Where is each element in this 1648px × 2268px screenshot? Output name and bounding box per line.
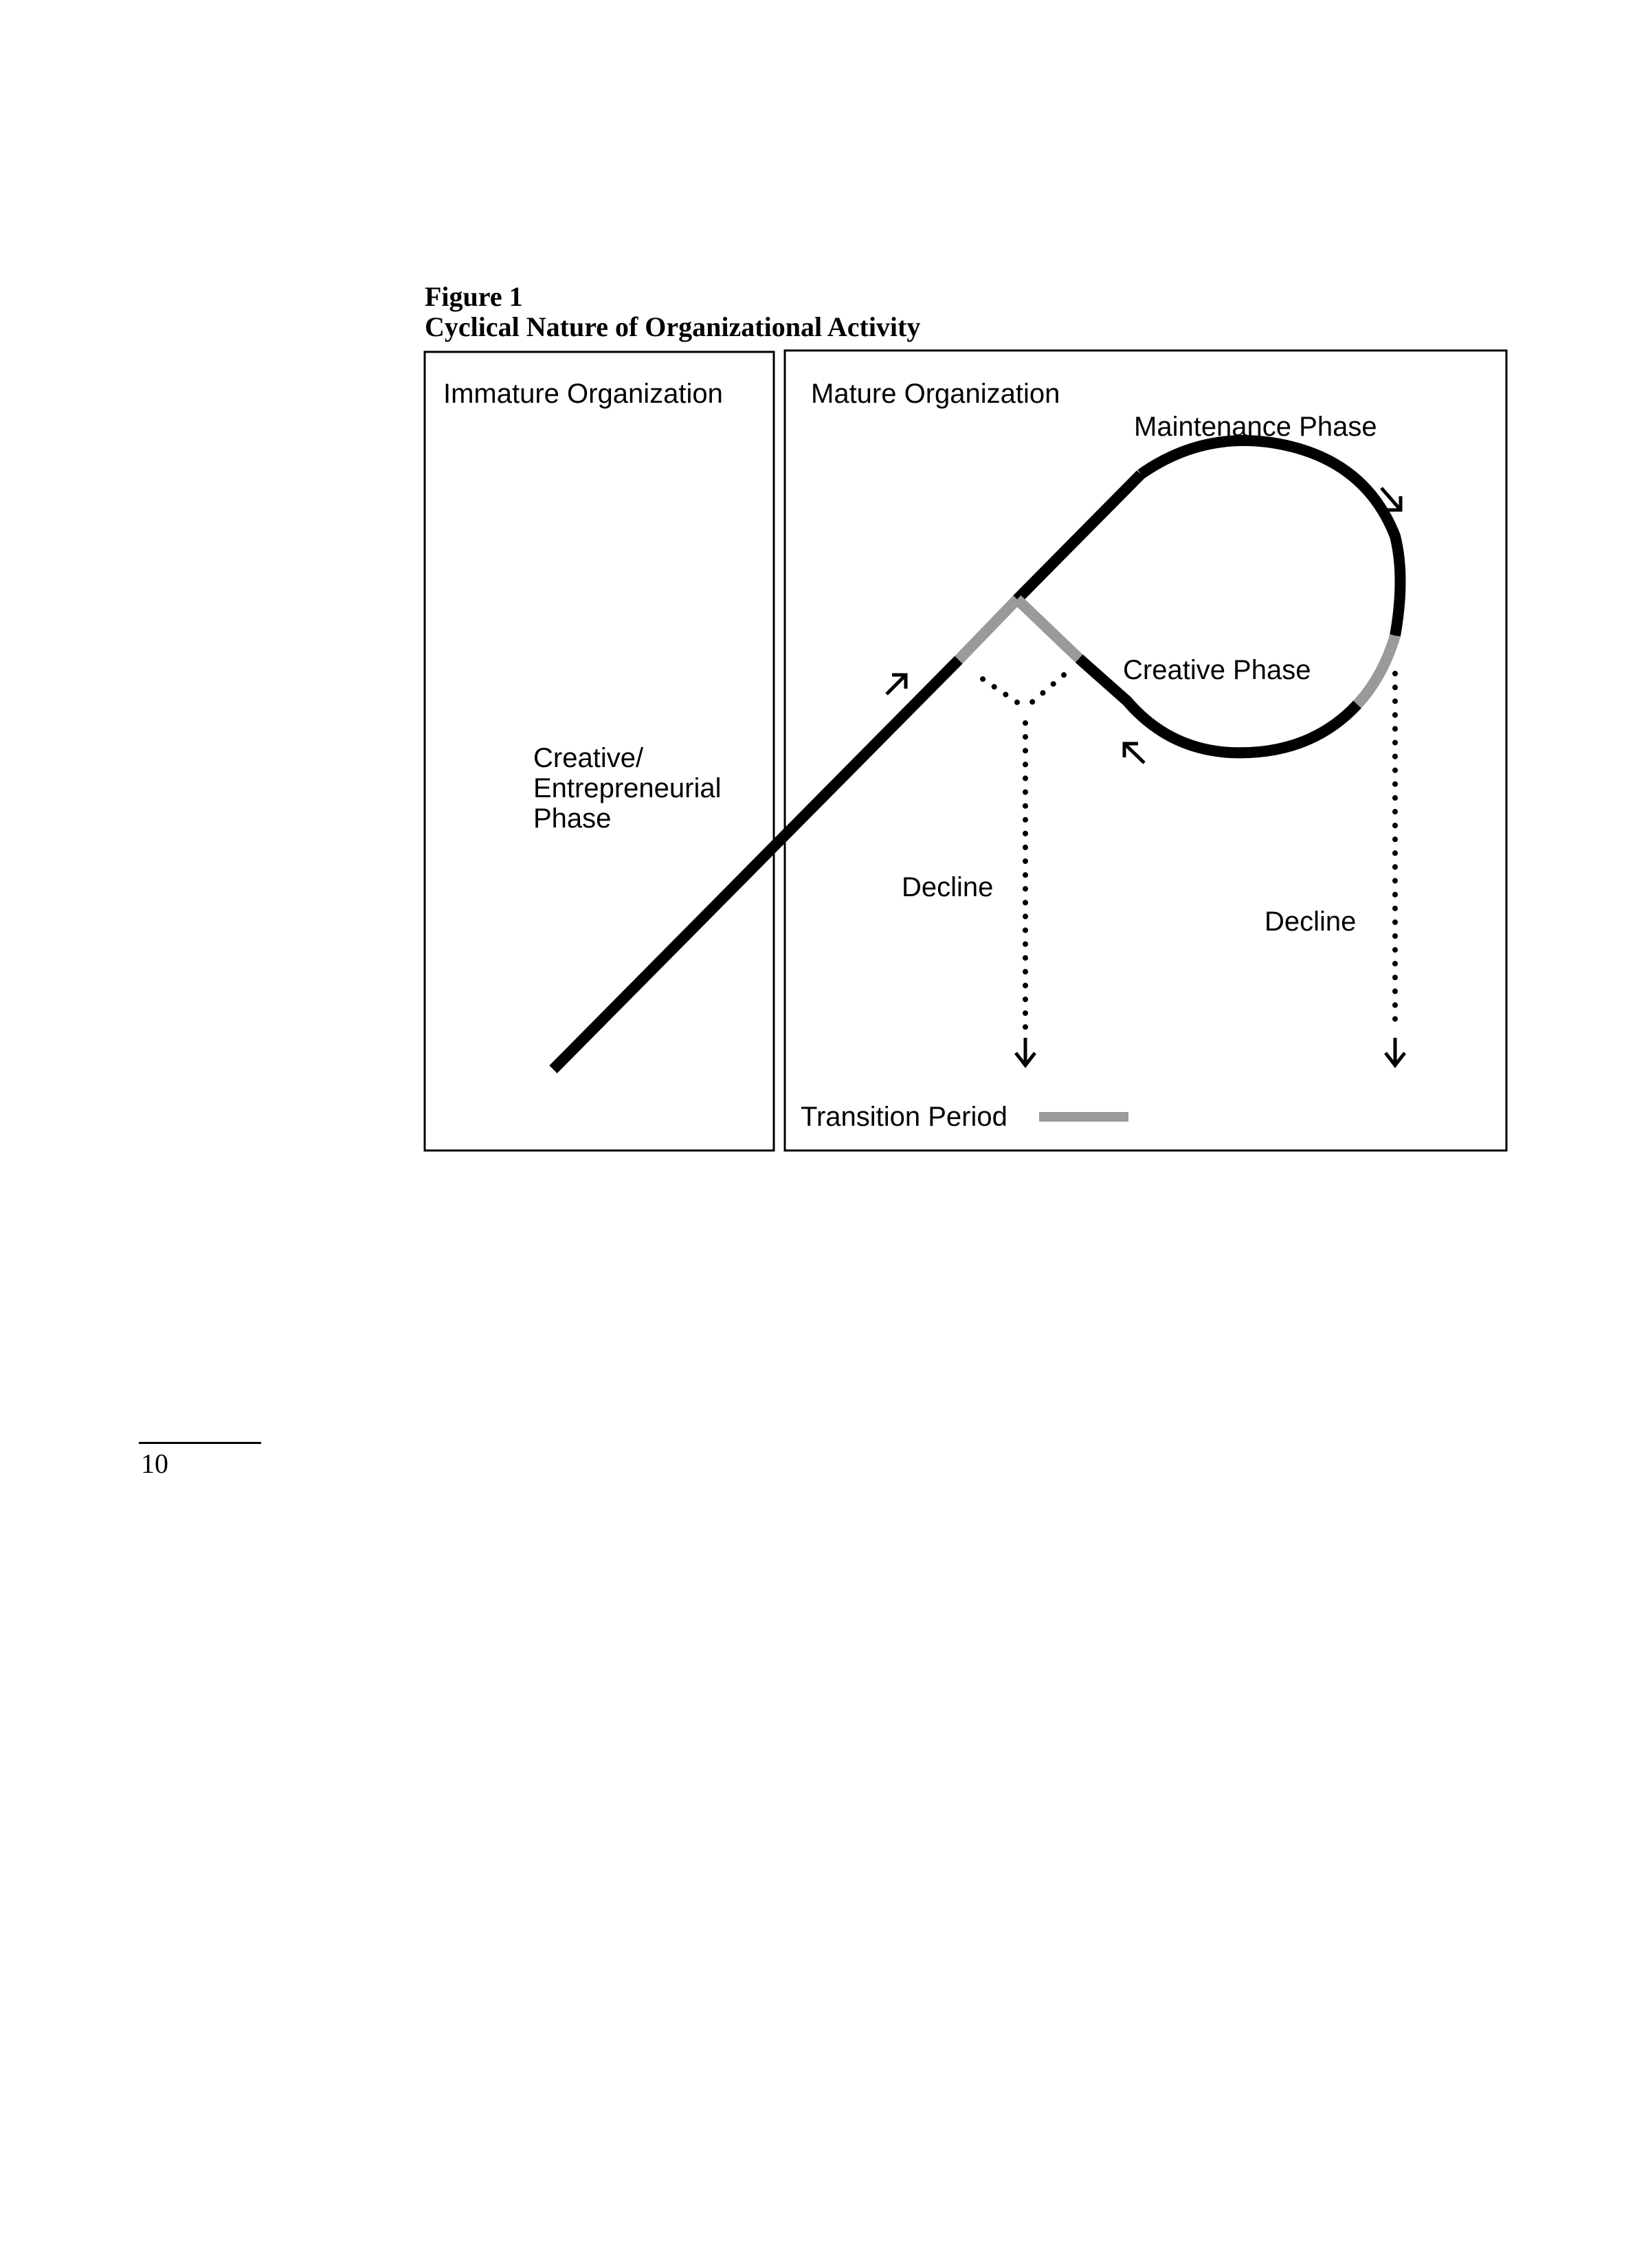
immature-panel-title: Immature Organization — [443, 379, 723, 409]
page-number: 10 — [141, 1448, 168, 1479]
transition-segment-return — [1017, 599, 1079, 658]
arrow-down-right-decline-icon — [1385, 1038, 1405, 1065]
transition-segment-loop — [1357, 636, 1395, 704]
entrepreneurial-label-line-2: Entrepreneurial — [533, 773, 722, 803]
creative-phase-label: Creative Phase — [1123, 655, 1311, 685]
entrepreneurial-label-line-1: Creative/ — [533, 743, 644, 773]
decline-right-label: Decline — [1265, 907, 1357, 937]
arrow-up-left-icon — [1124, 744, 1144, 763]
growth-line — [553, 660, 959, 1069]
maintenance-loop — [1141, 441, 1401, 636]
transition-segment-growth — [959, 599, 1017, 660]
footer-rule — [139, 1442, 261, 1444]
mature-panel-title: Mature Organization — [811, 379, 1060, 409]
figure-title: Cyclical Nature of Organizational Activity — [425, 311, 921, 342]
growth-line-upper — [1017, 474, 1141, 599]
arrow-down-left-icon — [1016, 1038, 1035, 1065]
decline-dotted-left — [983, 675, 1064, 1038]
transition-legend-label: Transition Period — [801, 1102, 1007, 1132]
arrow-up-right-icon — [887, 675, 906, 694]
transition-legend-swatch — [1039, 1112, 1128, 1122]
maintenance-phase-label: Maintenance Phase — [1134, 412, 1377, 442]
figure-number: Figure 1 — [425, 281, 523, 312]
decline-left-label: Decline — [902, 872, 994, 902]
entrepreneurial-label-line-3: Phase — [533, 803, 612, 834]
